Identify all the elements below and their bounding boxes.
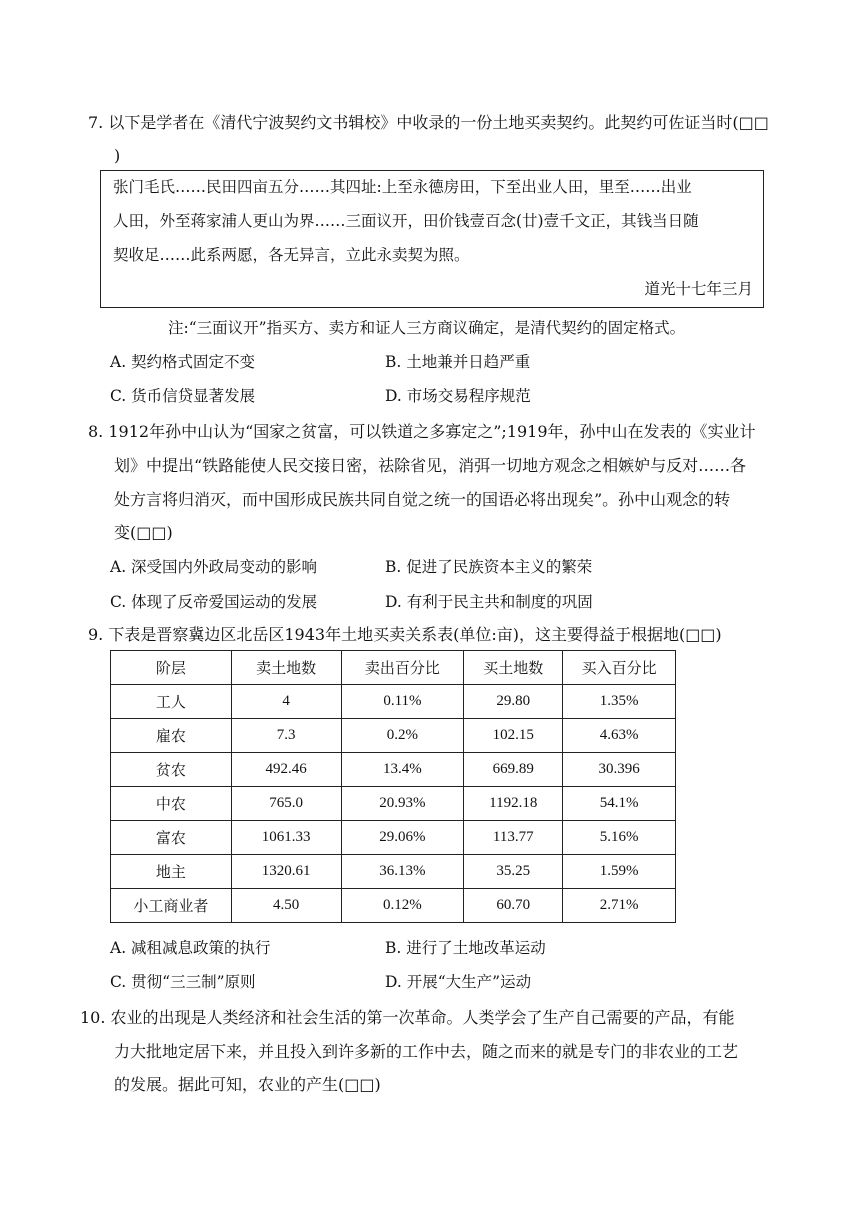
q7-stem-line2: ) bbox=[114, 146, 121, 165]
table-row bbox=[111, 855, 676, 889]
table-cell: 35.25 bbox=[464, 855, 563, 889]
table-cell: 1.35% bbox=[563, 685, 676, 719]
table-cell: 贫农 bbox=[111, 753, 232, 787]
q8-stem-line4: 变(□□) bbox=[114, 523, 173, 542]
table-header: 买入百分比 bbox=[563, 651, 676, 685]
table-row bbox=[111, 821, 676, 855]
contract-line: 人田，外至蒋家浦人更山为界……三面议开，田价钱壹百念(廿)壹千文正，其钱当日随 bbox=[113, 212, 699, 230]
table-cell: 29.06% bbox=[341, 821, 464, 855]
table-row bbox=[111, 787, 676, 821]
q7-option-c[interactable]: C. 货币信贷显著发展 bbox=[110, 387, 256, 405]
table-cell: 36.13% bbox=[341, 855, 464, 889]
table-cell: 1320.61 bbox=[231, 855, 341, 889]
q8-option-c[interactable]: C. 体现了反帝爱国运动的发展 bbox=[110, 593, 318, 611]
table-cell: 113.77 bbox=[464, 821, 563, 855]
table-cell: 0.12% bbox=[341, 889, 464, 923]
table-cell: 669.89 bbox=[464, 753, 563, 787]
table-cell: 1061.33 bbox=[231, 821, 341, 855]
table-cell: 30.396 bbox=[563, 753, 676, 787]
q8-stem-line3: 处方言将归消灭，而中国形成民族共同自觉之统一的国语必将出现矣”。孙中山观念的转 bbox=[114, 490, 731, 509]
q8-stem-line2: 划》中提出“铁路能使人民交接日密，祛除省见，消弭一切地方观念之相嫉妒与反对……各 bbox=[114, 456, 747, 475]
q9-stem: 9. 下表是晋察冀边区北岳区1943年土地买卖关系表(单位:亩)，这主要得益于根据地(□□) bbox=[88, 625, 722, 644]
table-cell: 2.71% bbox=[563, 889, 676, 923]
table-header-row bbox=[111, 651, 676, 685]
q9-option-b[interactable]: B. 进行了土地改革运动 bbox=[385, 939, 546, 957]
table-cell: 54.1% bbox=[563, 787, 676, 821]
table-cell: 小工商业者 bbox=[111, 889, 232, 923]
q7-option-a[interactable]: A. 契约格式固定不变 bbox=[110, 353, 256, 371]
land-trade-table bbox=[110, 650, 676, 923]
table-cell: 0.11% bbox=[341, 685, 464, 719]
q7-stem-line1: 7. 以下是学者在《清代宁波契约文书辑校》中收录的一份土地买卖契约。此契约可佐证当时(□□ bbox=[88, 113, 769, 132]
table-cell: 765.0 bbox=[231, 787, 341, 821]
table-header: 卖出百分比 bbox=[341, 651, 464, 685]
table-cell: 4 bbox=[231, 685, 341, 719]
table-cell: 雇农 bbox=[111, 719, 232, 753]
table-cell: 4.63% bbox=[563, 719, 676, 753]
table-cell: 1192.18 bbox=[464, 787, 563, 821]
contract-date: 道光十七年三月 bbox=[644, 280, 753, 298]
q8-stem-line1: 8. 1912年孙中山认为“国家之贫富，可以铁道之多寡定之”;1919年，孙中山在发表的《实业计 bbox=[88, 422, 756, 441]
table-cell: 29.80 bbox=[464, 685, 563, 719]
q9-option-d[interactable]: D. 开展“大生产”运动 bbox=[385, 973, 532, 991]
q10-stem-line2: 力大批地定居下来，并且投入到许多新的工作中去，随之而来的就是专门的非农业的工艺 bbox=[114, 1042, 739, 1061]
table-cell: 0.2% bbox=[341, 719, 464, 753]
contract-box bbox=[100, 170, 764, 308]
table-cell: 地主 bbox=[111, 855, 232, 889]
table-row bbox=[111, 889, 676, 923]
q8-option-a[interactable]: A. 深受国内外政局变动的影响 bbox=[110, 558, 318, 576]
q10-stem-line1: 10. 农业的出现是人类经济和社会生活的第一次革命。人类学会了生产自己需要的产品，有能 bbox=[80, 1008, 735, 1027]
q7-option-b[interactable]: B. 土地兼并日趋严重 bbox=[385, 353, 531, 371]
table-cell: 13.4% bbox=[341, 753, 464, 787]
contract-line: 契收足……此系两愿，各无异言，立此永卖契为照。 bbox=[113, 246, 470, 264]
table-cell: 60.70 bbox=[464, 889, 563, 923]
table-row bbox=[111, 753, 676, 787]
q9-option-c[interactable]: C. 贯彻“三三制”原则 bbox=[110, 973, 256, 991]
table-row bbox=[111, 685, 676, 719]
table-cell: 7.3 bbox=[231, 719, 341, 753]
q8-option-b[interactable]: B. 促进了民族资本主义的繁荣 bbox=[385, 558, 593, 576]
table-cell: 4.50 bbox=[231, 889, 341, 923]
table-cell: 102.15 bbox=[464, 719, 563, 753]
table-cell: 富农 bbox=[111, 821, 232, 855]
table-cell: 1.59% bbox=[563, 855, 676, 889]
contract-line: 张门毛氏……民田四亩五分……其四址:上至永德房田，下至出业人田，里至……出业 bbox=[113, 178, 692, 196]
table-cell: 中农 bbox=[111, 787, 232, 821]
table-cell: 工人 bbox=[111, 685, 232, 719]
table-cell: 492.46 bbox=[231, 753, 341, 787]
table-cell: 5.16% bbox=[563, 821, 676, 855]
q8-option-d[interactable]: D. 有利于民主共和制度的巩固 bbox=[385, 593, 593, 611]
table-cell: 20.93% bbox=[341, 787, 464, 821]
q10-stem-line3: 的发展。据此可知，农业的产生(□□) bbox=[114, 1075, 381, 1094]
table-header: 买土地数 bbox=[464, 651, 563, 685]
table-row bbox=[111, 719, 676, 753]
q7-note: 注:“三面议开”指买方、卖方和证人三方商议确定，是清代契约的固定格式。 bbox=[168, 319, 686, 337]
table-header: 卖土地数 bbox=[231, 651, 341, 685]
q9-option-a[interactable]: A. 减租减息政策的执行 bbox=[110, 939, 271, 957]
table-header: 阶层 bbox=[111, 651, 232, 685]
q7-option-d[interactable]: D. 市场交易程序规范 bbox=[385, 387, 531, 405]
